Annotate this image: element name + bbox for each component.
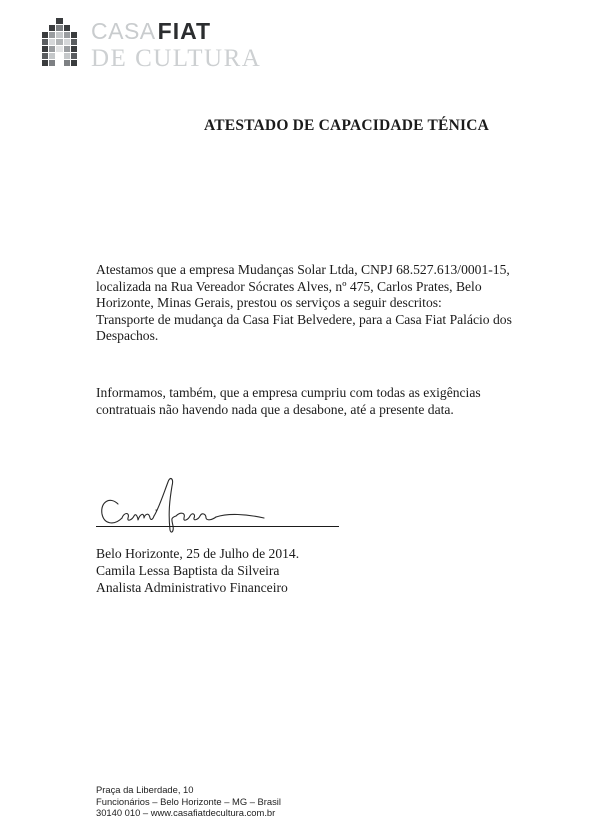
document-title: ATESTADO DE CAPACIDADE TÉNICA <box>204 117 489 134</box>
paragraph-line: localizada na Rua Vereador Sócrates Alves, nº 475, Carlos Prates, Belo <box>96 278 482 294</box>
signer-role: Analista Administrativo Financeiro <box>96 580 288 595</box>
logo-wordmark-bottom: DE CULTURA <box>91 45 262 72</box>
paragraph-line: Transporte de mudança da Casa Fiat Belvedere, para a Casa Fiat Palácio dos <box>96 311 512 327</box>
footer-line: Praça da Liberdade, 10 <box>96 784 194 795</box>
logo-wordmark-top <box>91 18 211 44</box>
paragraph-attestation <box>96 262 596 345</box>
paragraph-compliance <box>96 385 596 418</box>
paragraph-line: Informamos, também, que a empresa cumpriu com todas as exigências <box>96 385 481 400</box>
casa-fiat-logo <box>38 18 278 78</box>
house-mosaic-icon <box>38 18 82 70</box>
signature-line <box>96 526 339 527</box>
paragraph-line: Horizonte, Minas Gerais, prestou os serviços a seguir descritos: <box>96 295 442 310</box>
logo-word-fiat: FIAT <box>157 18 212 44</box>
footer-address <box>96 784 281 819</box>
logo-word-casa: CASA <box>91 18 156 44</box>
place-date: Belo Horizonte, 25 de Julho de 2014. <box>96 546 300 561</box>
paragraph-line: contratuais não havendo nada que a desabone, até a presente data. <box>96 401 454 417</box>
signer-block <box>96 545 299 596</box>
footer-line: Funcionários – Belo Horizonte – MG – Brasil <box>96 795 281 807</box>
signer-name: Camila Lessa Baptista da Silveira <box>96 563 280 578</box>
footer-line: 30140 010 – www.casafiatdecultura.com.br <box>96 807 276 818</box>
paragraph-line: Despachos. <box>96 328 159 343</box>
paragraph-line: Atestamos que a empresa Mudanças Solar Ltda, CNPJ 68.527.613/0001-15, <box>96 262 510 277</box>
